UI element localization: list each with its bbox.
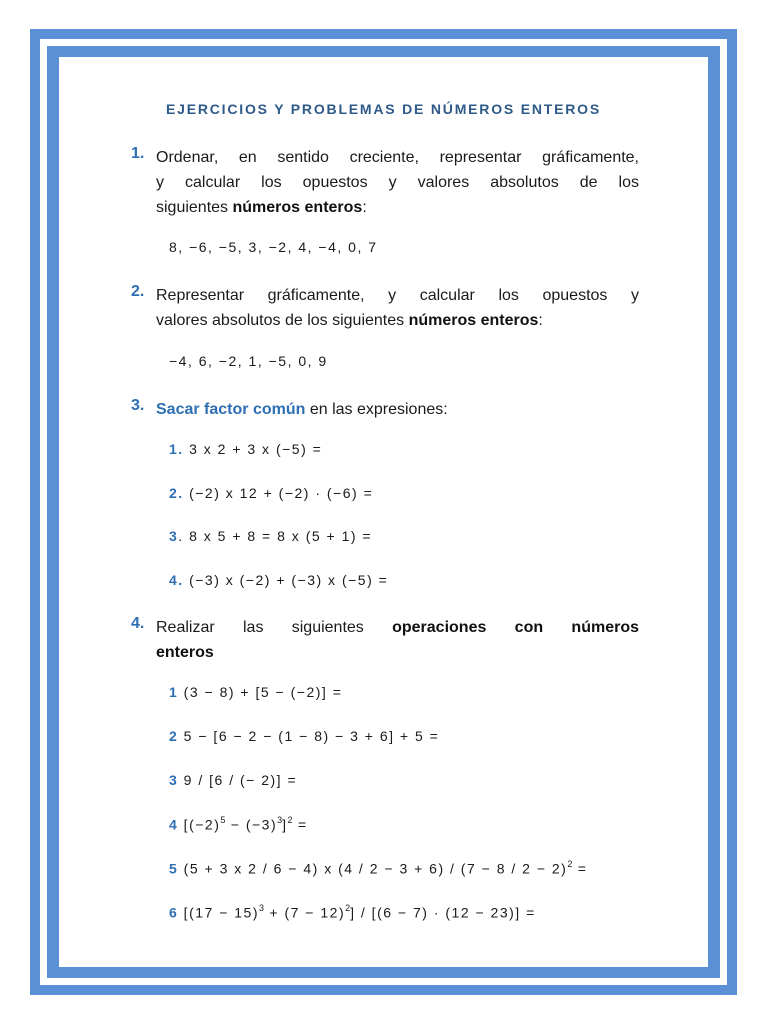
exercise-1 [131, 145, 639, 220]
exercise-statement [156, 283, 639, 333]
exercise-statement [156, 145, 639, 220]
keyword: enteros [156, 644, 214, 661]
operation-item: 1 (3 − 8) + [5 − (−2)] = [169, 684, 343, 700]
operation-item: 4 $[(-2)^5 - (-3)^3]^2$ = [169, 815, 308, 833]
statement-line: Realizar las siguientes operaciones con números [156, 619, 639, 636]
statement-line: y calcular los opuestos y valores absolutos de los [156, 174, 639, 191]
statement-line: Representar gráficamente, y calcular los opuestos y [156, 287, 639, 304]
exercise-number: 3. [131, 397, 145, 414]
expression-item: 1. 3 x 2 + 3 x (−5) = [169, 441, 323, 457]
keyword: números enteros [408, 312, 539, 329]
exercise-4 [131, 615, 639, 665]
exercise-statement: Sacar factor común en las expresiones: [156, 401, 448, 418]
exercise-number: 4. [131, 615, 145, 632]
exercise-number: 2. [131, 283, 145, 300]
keyword: operaciones con números [392, 619, 639, 636]
keyword: Sacar factor común [156, 401, 306, 418]
expression-item: 2. (−2) x 12 + (−2) · (−6) = [169, 485, 374, 501]
keyword: números enteros [232, 199, 363, 216]
number-list: −4, 6, −2, 1, −5, 0, 9 [169, 353, 328, 369]
statement-line: valores absolutos de los siguientes números enteros: [156, 312, 543, 329]
exercise-statement [156, 615, 639, 665]
operation-item: 6 $[(17 - 15)^3 + (7 - 12)^2] / [(6 - 7) \cdot (12 - 23)]$ = [169, 903, 536, 921]
exercise-number: 1. [131, 145, 145, 162]
statement-line: Ordenar, en sentido creciente, representar gráficamente, [156, 149, 639, 166]
document-page [59, 57, 708, 967]
operation-item: 2 5 − [6 − 2 − (1 − 8) − 3 + 6] + 5 = [169, 728, 440, 744]
statement-line [156, 640, 639, 665]
exercise-3 [131, 397, 639, 422]
expression-item: 4. (−3) x (−2) + (−3) x (−5) = [169, 572, 389, 588]
document-title: EJERCICIOS Y PROBLEMAS DE NÚMEROS ENTEROS [165, 101, 601, 117]
operation-item: 3 9 / [6 / (− 2)] = [169, 772, 298, 788]
statement-line: siguientes números enteros: [156, 199, 367, 216]
number-list: 8, −6, −5, 3, −2, 4, −4, 0, 7 [169, 239, 378, 255]
expression-item: 3. 8 x 5 + 8 = 8 x (5 + 1) = [169, 528, 373, 544]
operation-item: 5 (5 + 3 x 2 / 6 − 4) x $(4 / 2 - 3 + 6) / (7 - 8 / 2 - 2)^2$ = [169, 859, 588, 877]
exercise-2 [131, 283, 639, 333]
